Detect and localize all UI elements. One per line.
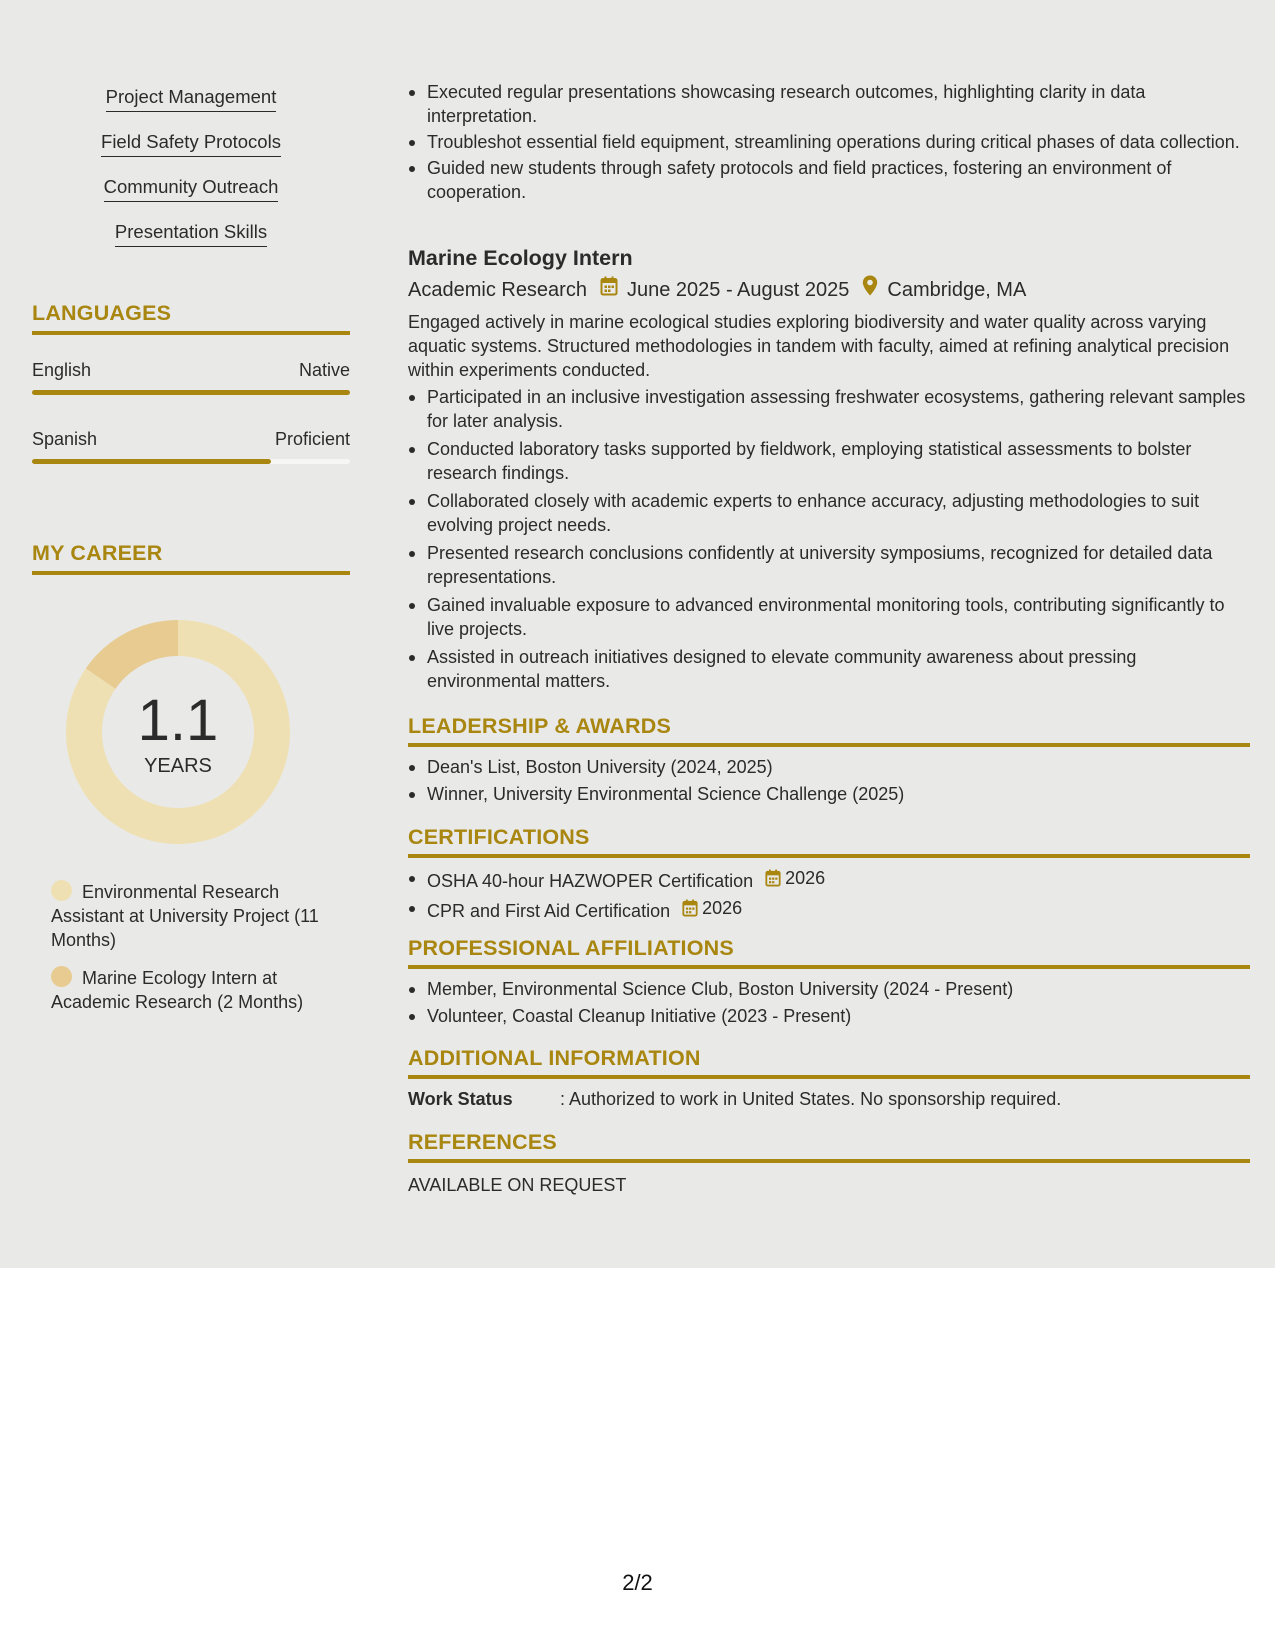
list-item: Presented research conclusions confidently at university symposiums, recognized for detailed data representations. (408, 541, 1250, 589)
language-level: Proficient (274, 429, 350, 449)
job-dates: June 2025 - August 2025 (626, 278, 850, 301)
section-heading: CERTIFICATIONS (408, 824, 1250, 858)
list-item: Assisted in outreach initiatives designed to elevate community awareness about pressing environmental matters. (408, 645, 1250, 693)
work-status-value: : Authorized to work in United States. No sponsorship required. (560, 1089, 1062, 1109)
career-heading: MY CAREER (32, 541, 350, 575)
language-bar-fill (32, 390, 350, 395)
language-name: Spanish (32, 429, 98, 449)
job-title: Marine Ecology Intern (408, 246, 633, 270)
references-section (408, 1129, 1250, 1197)
job-company: Academic Research (408, 278, 587, 301)
work-status (408, 1087, 1250, 1111)
section-heading: PROFESSIONAL AFFILIATIONS (408, 935, 1250, 969)
list-item: Winner, University Environmental Science Challenge (2025) (408, 782, 1250, 806)
calendar-icon (765, 869, 781, 887)
list-item: Troubleshot essential field equipment, streamlining operations during critical phases of data collection. (408, 130, 1250, 154)
career-donut (66, 620, 290, 844)
affiliations-section (408, 935, 1250, 1028)
references-text: AVAILABLE ON REQUEST (408, 1175, 627, 1195)
cert-year: 2026 (785, 868, 826, 888)
job-location: Cambridge, MA (887, 278, 1027, 301)
job-bullets (408, 385, 1250, 693)
additional-section (408, 1045, 1250, 1111)
language-english (32, 359, 350, 395)
list-item: Member, Environmental Science Club, Boston University (2024 - Present) (408, 977, 1250, 1001)
section-heading: LEADERSHIP & AWARDS (408, 713, 1250, 747)
list-item: OSHA 40-hour HAZWOPER Certification 2026 (408, 866, 1250, 893)
map-pin-icon (862, 275, 878, 304)
list-item: Executed regular presentations showcasing research outcomes, highlighting clarity in data interpretation. (408, 80, 1250, 128)
career-total: 1.1 (137, 688, 219, 753)
leadership-section (408, 713, 1250, 806)
legend-dot (51, 880, 72, 901)
list-item: Participated in an inclusive investigation assessing freshwater ecosystems, gathering relevant samples for later analysis. (408, 385, 1250, 433)
languages-heading: LANGUAGES (32, 301, 350, 335)
calendar-icon (600, 276, 618, 304)
list-item: Conducted laboratory tasks supported by fieldwork, employing statistical assessments to bolster research findings. (408, 437, 1250, 485)
calendar-icon (682, 899, 698, 917)
list-item: Gained invaluable exposure to advanced environmental monitoring tools, contributing significantly to live projects. (408, 593, 1250, 641)
job-meta (408, 275, 1250, 304)
previous-job-bullets (408, 80, 1250, 204)
list-item: Guided new students through safety protocols and field practices, fostering an environment of cooperation. (408, 156, 1250, 204)
cert-year: 2026 (702, 898, 743, 918)
language-bar-fill (32, 459, 271, 464)
certifications-section (408, 824, 1250, 923)
section-heading: REFERENCES (408, 1129, 1250, 1163)
skill-item: Project Management (32, 86, 350, 131)
list-item: Dean's List, Boston University (2024, 2025) (408, 755, 1250, 779)
list-item: Collaborated closely with academic experts to enhance accuracy, adjusting methodologies to suit evolving project needs. (408, 489, 1250, 537)
career-unit: YEARS (144, 755, 212, 777)
language-spanish (32, 428, 350, 464)
language-name: English (32, 360, 92, 380)
list-item: Volunteer, Coastal Cleanup Initiative (2023 - Present) (408, 1004, 1250, 1028)
career-legend-item: Marine Ecology Intern at Academic Research (2 Months) (51, 968, 304, 1012)
career-legend-item: Environmental Research Assistant at University Project (11 Months) (51, 882, 319, 950)
page-number: 2/2 (622, 1570, 653, 1595)
job-entry (408, 244, 1250, 693)
job-summary: Engaged actively in marine ecological studies exploring biodiversity and water quality across varying aquatic systems. Structured methodologies in tandem with faculty, aimed at refining analytical precision within experiments conducted. (408, 312, 1230, 380)
work-status-label: Work Status (408, 1089, 513, 1109)
section-heading: ADDITIONAL INFORMATION (408, 1045, 1250, 1079)
skill-item: Presentation Skills (32, 221, 350, 266)
language-bar (32, 390, 350, 395)
skills-list (32, 86, 350, 266)
legend-dot (51, 966, 72, 987)
list-item: CPR and First Aid Certification 2026 (408, 896, 1250, 923)
skill-item: Community Outreach (32, 176, 350, 221)
skill-item: Field Safety Protocols (32, 131, 350, 176)
language-bar (32, 459, 350, 464)
language-level: Native (298, 360, 350, 380)
